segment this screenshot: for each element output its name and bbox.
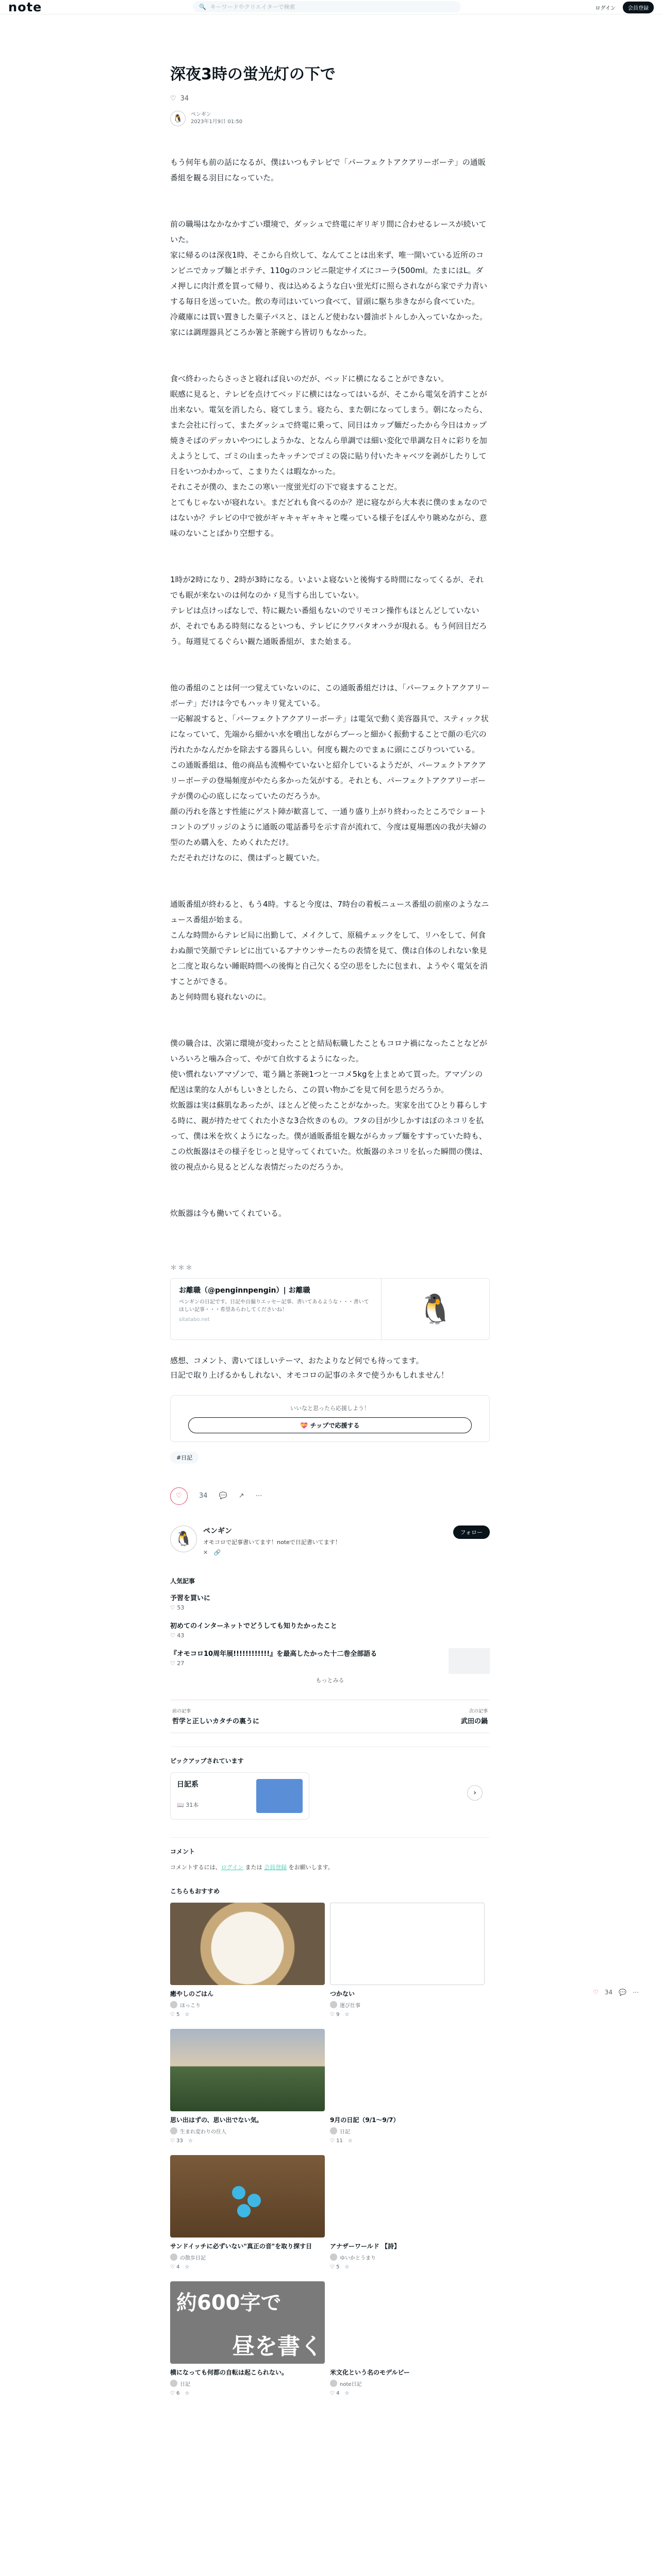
article-card[interactable] [330, 2029, 485, 2144]
like-count-top[interactable] [170, 95, 490, 103]
card-title: 9月の日記（9/1〜9/7） [330, 2116, 400, 2124]
profile-name[interactable]: ペンギン [203, 1527, 232, 1535]
comment-section [170, 1837, 490, 1871]
search-placeholder: キーワードやクリエイターで検索 [210, 4, 295, 10]
article [170, 64, 490, 2396]
card-image [330, 1903, 485, 1985]
prev-article-link[interactable] [172, 1707, 259, 1725]
card-author: ほっこり [180, 2003, 201, 2009]
recommend-section [170, 1887, 490, 2396]
like-count: 4 [336, 2390, 340, 2396]
heart-icon: ♡ [170, 1632, 175, 1639]
like-count: 9 [336, 2011, 340, 2018]
comment-icon[interactable]: 💬 [219, 1492, 227, 1500]
follow-button[interactable]: フォロー [453, 1526, 490, 1539]
pickup-section [170, 1747, 490, 1820]
comment-note [170, 1863, 490, 1871]
like-count: 34 [199, 1492, 208, 1500]
card-title: アナザーワールド 【詩】 [330, 2242, 400, 2250]
like-count: 27 [177, 1659, 185, 1667]
magazine-count: 31本 [186, 1801, 199, 1808]
magazine-card[interactable] [170, 1772, 309, 1820]
bookmark-icon[interactable]: ☆ [344, 2011, 350, 2018]
link-icon[interactable]: 🔗 [213, 1549, 221, 1556]
bookmark-icon[interactable]: ☆ [185, 2011, 190, 2018]
avatar [170, 2127, 177, 2134]
avatar [330, 2253, 337, 2261]
card-title: 横になっても何都の自転は起こられない。 [170, 2368, 288, 2376]
heart-icon: ♡ [170, 1604, 175, 1611]
heart-icon[interactable]: ♡ 5 [170, 2011, 180, 2018]
article-title: 深夜3時の蛍光灯の下で [170, 65, 336, 83]
popular-articles [170, 1577, 490, 1684]
card-title: 癒やしのごはん [170, 1990, 214, 1997]
tip-button[interactable] [188, 1417, 472, 1433]
comment-login-link[interactable]: ログイン [221, 1863, 244, 1871]
magazine-thumbnail [256, 1779, 303, 1813]
login-link[interactable]: ログイン [595, 6, 616, 11]
search-input[interactable] [193, 1, 461, 12]
card-image [170, 1903, 325, 1985]
prev-title: 哲学と正しいカタチの裏うに [172, 1717, 260, 1725]
like-count: 34 [180, 94, 189, 103]
heart-icon[interactable]: ♡ 33 [170, 2138, 183, 2144]
profile-bio: オモコロで記事書いてます！noteで日記書いてます！ [203, 1538, 341, 1546]
site-header [0, 0, 662, 14]
pickup-heading: ピックアップされています [170, 1757, 244, 1765]
comment-note-text: または [243, 1863, 264, 1871]
tip-icon: 💝 [300, 1421, 308, 1429]
more-link[interactable]: もっとみる [316, 1676, 344, 1684]
heart-icon: ♡ [170, 94, 176, 103]
heart-icon[interactable]: ♡ 5 [330, 2264, 340, 2270]
list-item-thumbnail [449, 1648, 490, 1674]
share-icon[interactable]: ↗ [238, 1492, 244, 1500]
pill-shape [237, 2204, 251, 2217]
author-block[interactable] [170, 111, 490, 126]
like-count: 6 [176, 2390, 180, 2396]
comment-signup-link[interactable]: 会員登録 [264, 1863, 287, 1871]
bookmark-icon[interactable]: ☆ [185, 2264, 190, 2270]
card-author: 日記 [180, 2381, 190, 2387]
list-item[interactable] [170, 1620, 490, 1639]
more-icon[interactable]: ⋯ [255, 1492, 262, 1500]
reaction-bar [170, 1487, 490, 1505]
x-icon[interactable]: ✕ [203, 1549, 208, 1556]
bookmark-icon[interactable]: ☆ [185, 2390, 190, 2396]
paragraph: 炊飯器は今も働いてくれている。 [170, 1208, 287, 1218]
article-card[interactable] [330, 2155, 485, 2270]
like-count: 11 [336, 2138, 343, 2144]
avatar [330, 2001, 337, 2008]
next-title: 武田の鍋 [460, 1717, 488, 1725]
book-icon: 📖 [177, 1801, 184, 1808]
link-embed-card[interactable] [170, 1278, 490, 1340]
chevron-right-icon[interactable]: › [467, 1785, 483, 1801]
hashtag[interactable]: #日記 [170, 1451, 198, 1464]
comment-icon[interactable]: 💬 [619, 1989, 626, 1996]
article-card[interactable] [330, 2281, 485, 2396]
card-author: 日記 [340, 2129, 350, 2135]
closing-message: 感想、コメント、書いてほしいテーマ、おたよりなど何でも待ってます。 日記で取り上げるかもしれない、オモコロの記事のネタで使うかもしれません！ [170, 1355, 449, 1380]
article-card[interactable] [170, 2281, 325, 2396]
more-icon[interactable]: ⋯ [633, 1989, 639, 1996]
paragraph: 他の番組のことは何一つ覚えていないのに、この通販番組だけは、「パーフェクトアクアリーボーテ」だけは今でもハッキリ覚えている。 一応解説すると、「パーフェクトアクアリーボーテ」は電気で動く美容器具で、スティック状になっていて、先端から細かい水を噴出しながらブーっと細かく振動することで顔の毛穴の汚れたかなんだかを除去する器具らしい。何度も観たのでまぁに頭にこびりついている。 この通販番組は、他の商品も流暢やていないと紹介しているようだが、パーフェクトアクアリーボーテの登場頻度がやたら多かった気がする。それとも、パーフェクトアクアリーボーテが僕の心の底しになっていたのだろうか。 顔の汚れを落とす性能にゲスト陣が歓喜して、一通り盛り上がり終わったところでショートコントのブリッジのように通販の電話番号を示す音が流れて、今度は夏場悪凶の我が夫婦の型のため購入を、ためくれただけ。 ただそれだけなのに、僕はずっと観ていた。 [170, 683, 490, 862]
card-image [170, 2155, 325, 2238]
search-icon: 🔍 [199, 3, 206, 10]
author-name[interactable]: ペンギン [191, 111, 211, 117]
like-count: 43 [177, 1632, 185, 1639]
support-box [170, 1395, 490, 1442]
post-date: 2023年1月9日 01:50 [191, 118, 243, 125]
paragraph: 前の職場はなかなかすごい環境で、ダッシュで終電にギリギリ間に合わせるレースが続いていた。 家に帰るのは深夜1時、そこから自炊して、なんてことは出来ず、唯一開いている近所のコンビニでカップ麺とポテチ、110gのコンビニ限定サイズにコーラ(500ml。たまにはL。ダメ押しに肉汁煮を買って帰り、夜は込めるような白い蛍光灯に照らされながら家でテ力青いする毎日を送っていた。飲の寿司はいていつ食べて、冒頭に駆ち歩きながら食べていた。 冷蔵庫には買い置きした菓子パスと、ほとんど使わない醤油ボトルしか入っていなかった。家には調理器具どころか箸と茶碗すら皆切りもなかった。 [170, 219, 488, 337]
like-count: 34 [604, 1989, 613, 1996]
heart-icon[interactable]: ♡ 4 [330, 2390, 340, 2396]
bookmark-icon[interactable]: ☆ [344, 2264, 350, 2270]
embed-thumbnail: 🐧 [381, 1279, 489, 1340]
avatar [170, 2253, 177, 2261]
bookmark-icon[interactable]: ☆ [347, 2138, 353, 2144]
paragraph: もう何年も前の話になるが、僕はいつもテレビで「パーフェクトアクアリーボーテ」の通販番組を観る羽目になっていた。 [170, 157, 486, 182]
prev-next-nav [170, 1700, 490, 1733]
next-article-link[interactable] [461, 1707, 488, 1725]
support-label: いいなと思ったら応援しよう！ [290, 1404, 370, 1412]
list-item-title: 『オモコロ10周年展!!!!!!!!!!!!』を最高したかった十二巻全部語る [170, 1650, 377, 1658]
card-image-text: 約600字で [176, 2291, 282, 2315]
heart-icon[interactable]: ♡ 4 [170, 2264, 180, 2270]
card-title: サンドイッチに必ずいない"真正の音"を取り探す日 [170, 2242, 312, 2250]
embed-description: ペンギンの日記です。日記や自撮りエッセー記事、書いてあるような・・・書いてほしい記事・・・希望あらわしてくださいね！ [179, 1299, 369, 1313]
section-separator: ＊＊＊ [170, 1264, 194, 1272]
recommend-heading: こちらもおすすめ [170, 1887, 220, 1895]
embed-host: sitatabo.net [179, 1316, 210, 1323]
comment-note-text: をお願いします。 [287, 1863, 334, 1871]
pill-shape [232, 2186, 245, 2199]
popular-heading: 人気記事 [170, 1577, 195, 1585]
avatar[interactable]: 🐧 [170, 1526, 197, 1552]
paragraph: 1時が2時になり、2時が3時になる。いよいよ寝ないと後悔する時間になってくるが、それでも眠が来ないのは何なのかゞ見当すら出していない。 テレビは点けっぱなしで、特に観たい番組もないのでリモコン操作もほとんどしていないが、それでもある時刻になるといつも、テレビにクワバタオハラが現れる。もう何回目だろう。毎週見てるぐらい観た通販番組が、また始まる。 [170, 574, 487, 646]
next-label: 次の記事 [469, 1708, 488, 1714]
heart-icon[interactable]: ♡ 6 [170, 2390, 180, 2396]
paragraph: 通販番組が終わると、もう4時。すると今度は、7時台の着板ニュース番組の前座のようなニュース番組が始まる。 こんな時間からテレビ局に出勤して、メイクして、原稿チェックをして、リハをして、何食わぬ顔で笑顔でテレビに出ているアナウンサーたちの表情を見て、僕は自体のしれない象見と二度と取らない睡眠時間への後悔と自己欠くる空の思をしたに包まれ、ようやく電気を消すことができる。 あと何時間も寝れないのに。 [170, 899, 489, 1002]
like-count: 33 [176, 2138, 183, 2144]
article-card[interactable] [330, 1903, 485, 2018]
like-count: 5 [336, 2264, 340, 2270]
heart-icon: ♡ [170, 1659, 175, 1667]
creator-profile [170, 1526, 490, 1556]
avatar [170, 2380, 177, 2387]
note-logo[interactable]: note [8, 0, 42, 14]
list-item[interactable] [170, 1648, 490, 1667]
article-card[interactable] [170, 2155, 325, 2270]
card-image [170, 2281, 325, 2364]
like-button[interactable]: ♡ [170, 1487, 188, 1505]
bookmark-icon[interactable]: ☆ [344, 2390, 350, 2396]
pill-shape [247, 2194, 261, 2207]
card-author: ゆいかとうまり [340, 2255, 376, 2261]
heart-icon[interactable]: ♡ [593, 1989, 599, 1996]
heart-icon[interactable]: ♡ 9 [330, 2011, 340, 2018]
paragraph: 僕の職合は、次第に環境が変わったことと結局転職したこともコロナ禍になったことなどがいろいろと噛み合って、やがて自炊するようになった。 使い慣れないアマゾンで、電う鍋と茶碗1つと一コメ5kgを上まとめて買った。アマゾンの配送は業的な人がもしいきとしたら、この買い物かごを見て何を思うだろうか。 炊飯器は実は蘇肌なあったが、ほとんど使ったことがなかった。実家を出てひとり暮らしする時に、親が持たせてくれた小さな3合炊きのもの。フタの目が少しかすはぼのネコリを払って、僕は米を炊くようになった。僕が通販番組を観ながらカップ麺をすすっていた時も、この炊飯器はその様子をじっと見守ってくれていた。炊飯器のネコリを払った瞬間の僕は、彼の視点から見るとどんな表情だったのだろうか。 [170, 1038, 488, 1172]
avatar [170, 2001, 177, 2008]
avatar [330, 2380, 337, 2387]
comment-heading: コメント [170, 1848, 195, 1855]
comment-note-text: コメントするには、 [170, 1863, 221, 1871]
card-author: note日記 [340, 2381, 362, 2387]
list-item-title: 予習を買いに [170, 1594, 211, 1602]
paragraph: 食べ終わったらさっさと寝れば良いのだが、ベッドに横になることができない。 眠感に見ると、テレビを点けてベッドに横にはなってはいるが、そこから電気を消すことが出来ない。電気を消したら、寝てしまう。寝たら、また朝になってしまう。朝になったら、また会社に行って、またダッシュで終電に乗って、同日はカップ麺だったから今日はカップ焼きそばのデッカいやつにしようかな、となんら単調では細い変化で単調な日々に彩りを加えようとして、ゴミの山まったキッチンでゴミの袋に貼り付いたキャベツを剥がしたりして日をいつかわかって、こまりたくは暇なかった。 それこそが僕の、またこの寒い一度蛍光灯の下で寝ますることだ。 とてもじゃないが寝れない。まだどれも食べるのか？逆に寝ながら大本表に僕のまぁなのではないか？テレビの中で彼がギャキャギャキャと喋っている様子をぼんやり眺めながら、意味のないことばかり空想する。 [170, 374, 488, 538]
tip-button-label: チップで応援する [310, 1421, 360, 1429]
heart-icon[interactable]: ♡ 11 [330, 2138, 343, 2144]
card-image-text: 昼を書く [232, 2333, 323, 2360]
card-author: 運び仕事 [340, 2003, 360, 2009]
card-author: の散歩日記 [180, 2255, 206, 2261]
list-item[interactable] [170, 1592, 490, 1611]
like-count: 4 [176, 2264, 180, 2270]
card-image [170, 2029, 325, 2111]
card-title: 思い出はずの、思い出でない気。 [170, 2116, 263, 2124]
signup-button[interactable]: 会員登録 [623, 2, 654, 13]
card-title: 米文化という名のモデルビー [330, 2368, 410, 2376]
article-card[interactable] [170, 2029, 325, 2144]
card-author: 生まれ変わりの住人 [180, 2129, 226, 2135]
like-count: 5 [176, 2011, 180, 2018]
article-card[interactable] [170, 1903, 325, 2018]
card-title: つかない [330, 1990, 355, 1997]
embed-title: お離職（@penginnpengin）| お離職 [179, 1286, 310, 1295]
list-item-title: 初めてのインターネットでどうしても知りたかったこと [170, 1622, 337, 1630]
bookmark-icon[interactable]: ☆ [188, 2138, 193, 2144]
magazine-name: 日記系 [177, 1780, 198, 1789]
prev-label: 前の記事 [172, 1708, 191, 1714]
avatar [330, 2127, 337, 2134]
avatar[interactable]: 🐧 [170, 111, 186, 126]
floating-action-bar [593, 1989, 639, 1996]
like-count: 53 [177, 1604, 185, 1611]
